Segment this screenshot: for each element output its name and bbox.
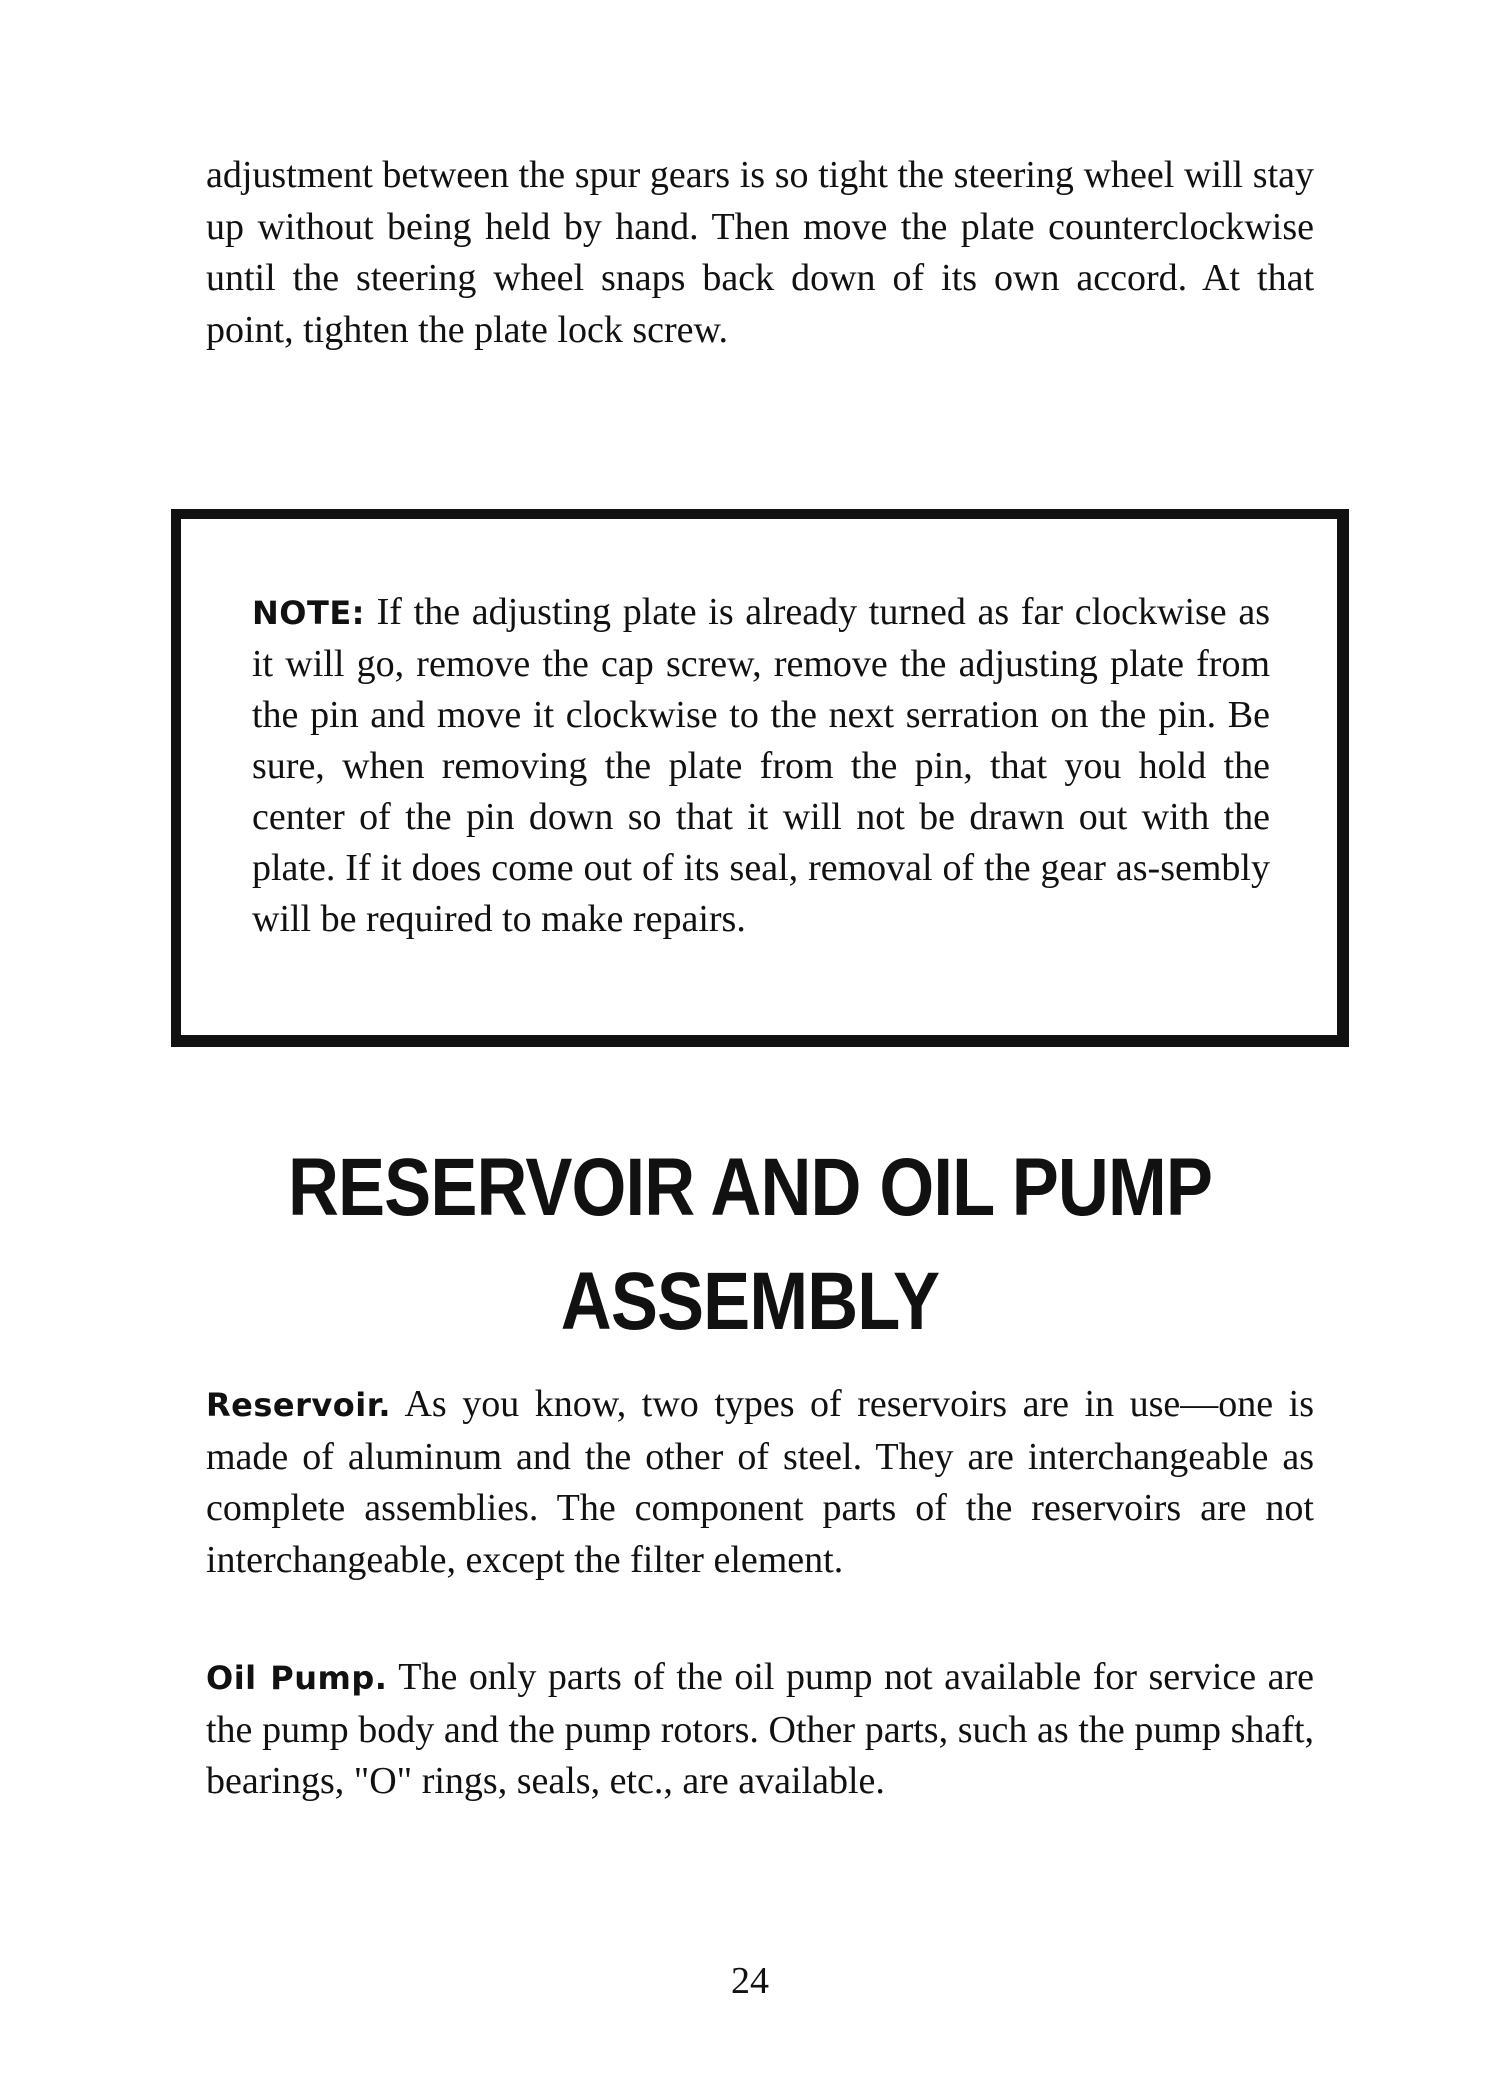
oil-pump-paragraph xyxy=(206,1652,1314,1808)
note-label: NOTE: xyxy=(252,594,365,632)
section-heading-line-1: RESERVOIR AND OIL PUMP xyxy=(287,1142,1213,1233)
note-paragraph xyxy=(252,587,1270,945)
reservoir-label: Reservoir. xyxy=(206,1386,392,1424)
oil-pump-label: Oil Pump. xyxy=(206,1659,388,1697)
reservoir-text: As you know, two types of reservoirs are in use—one is made of aluminum and the other of steel. They are interchangeable as complete assemblies. The component parts of the reservoirs are not interchangeable, except the filter element. xyxy=(206,1383,1314,1581)
note-box xyxy=(171,509,1349,1047)
reservoir-paragraph xyxy=(206,1379,1314,1586)
oil-pump-text: The only parts of the oil pump not available for service are the pump body and the pump rotors. Other parts, such as the pump shaft, bearings, "O" rings, seals, etc., are available. xyxy=(206,1656,1315,1802)
intro-paragraph: adjustment between the spur gears is so tight the steering wheel will stay up without being held by hand. Then move the plate counterclockwise until the steering wheel snaps back down of its own accord. At that point, tighten the plate lock screw. xyxy=(206,154,1314,351)
page-number: 24 xyxy=(731,1960,769,2002)
note-text: If the adjusting plate is already turned as far clockwise as it will go, remove the cap screw, remove the adjusting plate from the pin and move it clockwise to the next serration on the pin. Be sure, when removing the plate from the pin, that you hold the center of the pin down so that it will not be drawn out with the plate. If it does come out of its seal, removal of the gear as-sembly will be required to make repairs. xyxy=(252,591,1270,940)
section-heading-line-2: ASSEMBLY xyxy=(560,1256,940,1347)
